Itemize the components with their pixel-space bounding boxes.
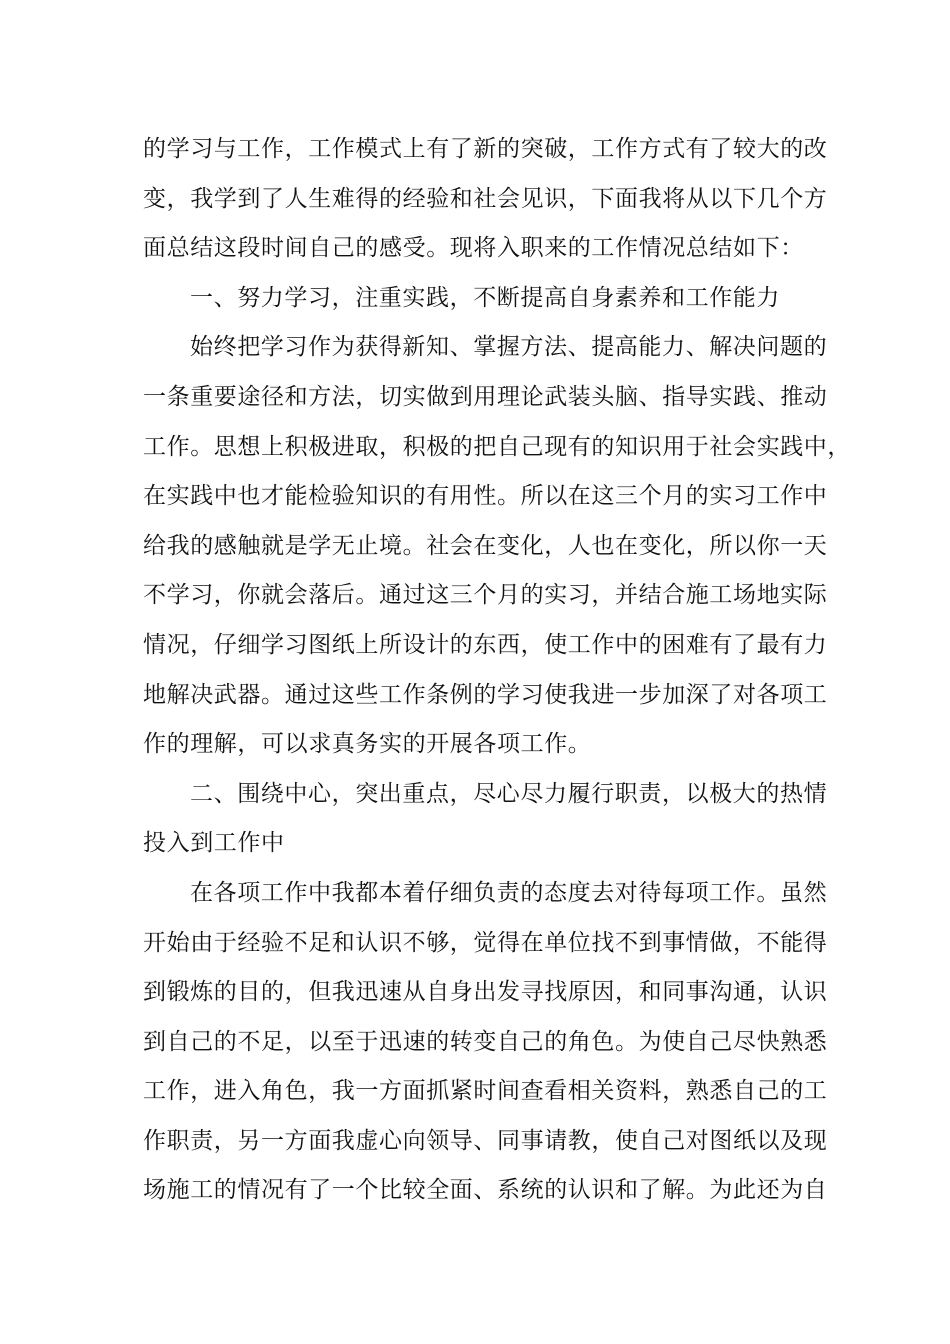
text-line: 情况，仔细学习图纸上所设计的东西，使工作中的困难有了最有力 xyxy=(143,631,828,658)
section-heading-1: 一、努力学习，注重实践，不断提高自身素养和工作能力 xyxy=(190,284,780,311)
text-line: 给我的感触就是学无止境。社会在变化，人也在变化，所以你一天 xyxy=(143,532,828,559)
section-heading-2-cont: 投入到工作中 xyxy=(143,830,285,857)
body-text xyxy=(143,125,851,1216)
text-line: 的学习与工作，工作模式上有了新的突破，工作方式有了较大的改 xyxy=(143,136,828,162)
text-line: 一条重要途径和方法，切实做到用理论武装头脑、指导实践、推动 xyxy=(143,383,828,410)
text-line: 到自己的不足，以至于迅速的转变自己的角色。为使自己尽快熟悉 xyxy=(143,1028,828,1055)
text-line: 不学习，你就会落后。通过这三个月的实习，并结合施工场地实际 xyxy=(143,582,828,609)
text-line: 作的理解，可以求真务实的开展各项工作。 xyxy=(143,731,592,758)
text-line: 工作。思想上积极进取，积极的把自己现有的知识用于社会实践中， xyxy=(143,433,851,460)
text-line: 面总结这段时间自己的感受。现将入职来的工作情况总结如下： xyxy=(143,235,804,262)
section-heading-2: 二、围绕中心，突出重点，尽心尽力履行职责，以极大的热情 xyxy=(190,780,828,807)
text-line: 场施工的情况有了一个比较全面、系统的认识和了解。为此还为自 xyxy=(143,1177,828,1204)
text-line: 开始由于经验不足和认识不够，觉得在单位找不到事情做，不能得 xyxy=(143,929,828,956)
text-line: 变，我学到了人生难得的经验和社会见识，下面我将从以下几个方 xyxy=(143,185,828,212)
text-line: 工作，进入角色，我一方面抓紧时间查看相关资料，熟悉自己的工 xyxy=(143,1078,828,1105)
text-line: 始终把学习作为获得新知、掌握方法、提高能力、解决问题的 xyxy=(190,334,828,361)
text-line: 在各项工作中我都本着仔细负责的态度去对待每项工作。虽然 xyxy=(190,879,828,906)
text-line: 作职责，另一方面我虚心向领导、同事请教，使自己对图纸以及现 xyxy=(143,1127,828,1154)
text-line: 在实践中也才能检验知识的有用性。所以在这三个月的实习工作中 xyxy=(143,483,828,510)
text-line: 地解决武器。通过这些工作条例的学习使我进一步加深了对各项工 xyxy=(143,681,828,708)
text-line: 到锻炼的目的，但我迅速从自身出发寻找原因，和同事沟通，认识 xyxy=(143,979,828,1006)
